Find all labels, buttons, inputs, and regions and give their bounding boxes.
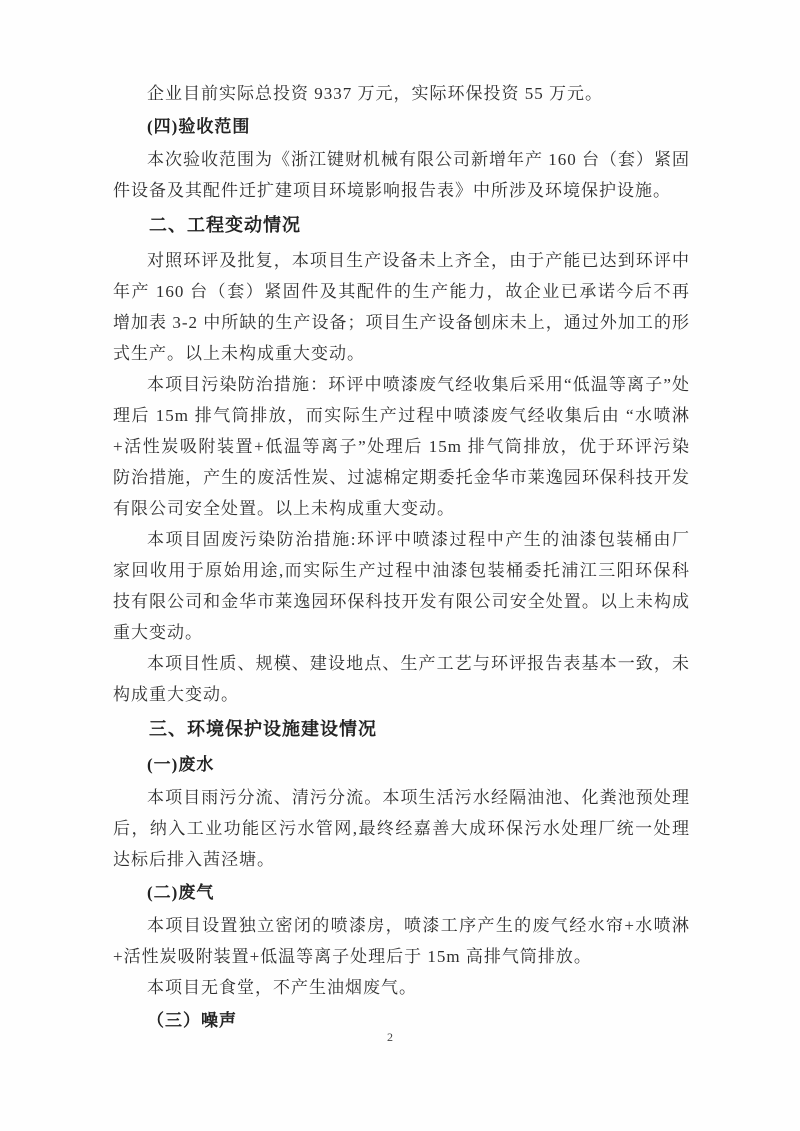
section-heading: 三、环境保护设施建设情况 (149, 719, 377, 739)
sub-heading: (四)验收范围 (147, 117, 251, 136)
document-body (113, 78, 690, 1036)
paragraph: 对照环评及批复，本项目生产设备未上齐全，由于产能已达到环评中年产 160 台（套）紧固件及其配件的生产能力，故企业已承诺今后不再增加表 3-2 中所缺的生产设备；项目生产设备刨床未上，通过外加工的形式生产。以上未构成重大变动。 (113, 251, 690, 363)
paragraph: 本项目性质、规模、建设地点、生产工艺与环评报告表基本一致，未构成重大变动。 (113, 654, 690, 704)
paragraph: 本项目雨污分流、清污分流。本项生活污水经隔油池、化粪池预处理后，纳入工业功能区污水管网,最终经嘉善大成环保污水处理厂统一处理达标后排入茜泾塘。 (113, 788, 690, 869)
paragraph: 本项目污染防治措施：环评中喷漆废气经收集后采用“低温等离子”处理后 15m 排气筒排放，而实际生产过程中喷漆废气经收集后由 “水喷淋+活性炭吸附装置+低温等离子”处理后 15m 排气筒排放，优于环评污染防治措施，产生的废活性炭、过滤棉定期委托金华市莱逸园环保科技开发有限公司安全处置。以上未构成重大变动。 (113, 375, 690, 518)
paragraph: 企业目前实际总投资 9337 万元，实际环保投资 55 万元。 (147, 84, 603, 103)
paragraph: 本项目固废污染防治措施:环评中喷漆过程中产生的油漆包装桶由厂家回收用于原始用途,而实际生产过程中油漆包装桶委托浦江三阳环保科技有限公司和金华市莱逸园环保科技开发有限公司安全处置。以上未构成重大变动。 (113, 530, 690, 642)
paragraph: 本项目无食堂，不产生油烟废气。 (147, 978, 417, 997)
sub-heading: (二)废气 (147, 883, 215, 902)
page-number: 2 (387, 1030, 393, 1044)
paragraph: 本项目设置独立密闭的喷漆房，喷漆工序产生的废气经水帘+水喷淋+活性炭吸附装置+低温等离子处理后于 15m 高排气筒排放。 (113, 916, 690, 966)
sub-heading: (一)废水 (147, 755, 215, 774)
sub-heading: （三）噪声 (147, 1011, 237, 1030)
paragraph: 本次验收范围为《浙江键财机械有限公司新增年产 160 台（套）紧固件设备及其配件迁扩建项目环境影响报告表》中所涉及环境保护设施。 (113, 150, 690, 200)
section-heading: 二、工程变动情况 (149, 215, 301, 235)
